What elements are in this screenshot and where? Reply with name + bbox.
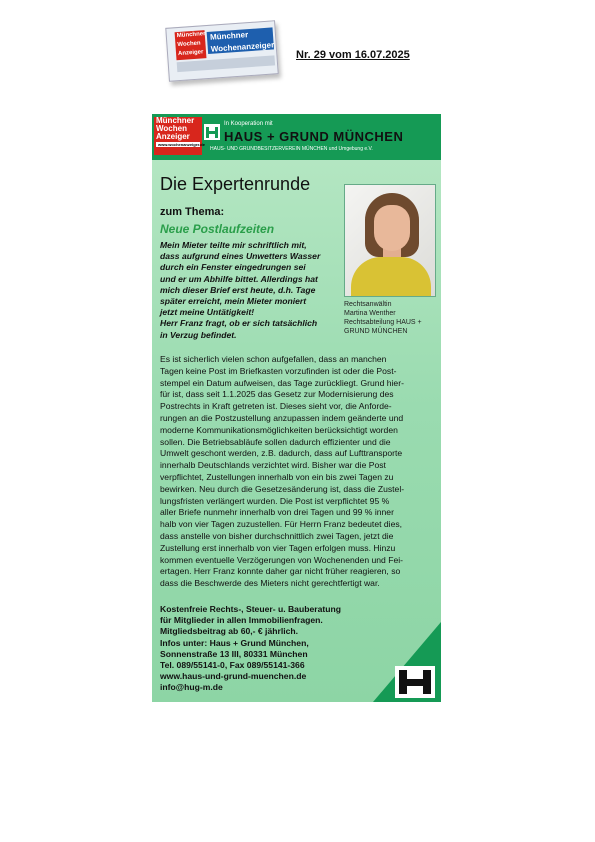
logo-red-block — [175, 30, 207, 60]
lead-line: in Verzug befindet. — [160, 329, 237, 340]
article-panel — [152, 114, 441, 702]
body-paragraph — [160, 354, 436, 590]
mw-logo-line-1: Münchner — [156, 116, 195, 125]
body-line: Es ist sicherlich vielen schon aufgefallen, dass an manchen — [160, 354, 387, 364]
mw-logo-line-3: Anzeiger — [156, 132, 190, 141]
body-line: bewirken. Neu durch die Gesetzesänderung ist, dass die Zustel- — [160, 483, 405, 494]
lead-line: jetzt meine Untätigkeit! — [160, 307, 255, 318]
partner-banner — [152, 114, 441, 160]
body-line: dass die Beschwerde des Mieters nicht gerechtfertigt war. — [160, 578, 380, 589]
contact-line: Sonnenstraße 13 III, 80331 München — [160, 648, 308, 659]
mw-logo-line-2: Wochen — [156, 124, 187, 133]
body-line: innerhalb Deutschlands verzichtet wird. Bisher war die Post — [160, 460, 386, 471]
contact-line: Mitgliedsbeitrag ab 60,- € jährlich. — [160, 626, 299, 637]
lead-line: dass aufgrund eines Unwetters Wasser — [160, 251, 321, 262]
thema-label: zum Thema: — [160, 206, 225, 218]
logo-text-2: Wochen — [177, 40, 201, 49]
contact-line: für Mitglieder in allen Immobilienfragen. — [160, 615, 323, 626]
newspaper-image — [165, 20, 278, 82]
photo-caption — [344, 300, 440, 336]
body-line: dass anstelle von bisher durchschnittlich zwei Tagen, jetzt die — [160, 530, 394, 541]
article-title: Die Expertenrunde — [160, 174, 311, 194]
body-line: stempel ein Datum aufweisen, das Tage zurückliegt. Grund hier- — [160, 377, 404, 388]
lead-line: Herr Franz fragt, ob er sich tatsächlich — [160, 318, 318, 329]
website-link[interactable]: www.haus-und-grund-muenchen.de — [160, 671, 307, 682]
lead-line: Mein Mieter teilte mir schriftlich mit, — [160, 240, 307, 250]
logo-text-3: Anzeiger — [177, 49, 204, 58]
logo-text-1: Münchner — [176, 31, 206, 40]
logo-blue-text-2: Wochenanzeiger — [210, 40, 275, 54]
lead-line: durch ein Fenster eingedrungen sei — [160, 262, 306, 273]
body-line: lungsfristen verlängert wurden. Die Post ist verpflichtet 95 % — [160, 495, 390, 506]
body-line: verpflichtet, Zustellungen innerhalb von ein bis zwei Tagen zu — [160, 471, 394, 482]
mw-logo-url: www.wochenanzeiger.de — [158, 142, 205, 147]
body-line: aller Briefe nunmehr innerhalb von drei Tagen und 99 % inner — [160, 507, 394, 518]
newspaper-logo — [163, 18, 281, 82]
logo-blue-block — [207, 27, 274, 54]
contact-block — [160, 604, 390, 694]
haus-grund-corner-logo — [373, 622, 441, 702]
contact-line: Tel. 089/55141-0, Fax 089/55141-366 — [160, 660, 305, 671]
caption-line: Rechtsabteilung HAUS + — [344, 319, 422, 326]
caption-line: Martina Wenther — [344, 310, 396, 317]
topic-heading: Neue Postlaufzeiten — [160, 222, 275, 236]
body-line: für ist, dass seit 1.1.2025 das Gesetz zur Modernisierung des — [160, 389, 394, 400]
body-line: Tagen keine Post im Briefkasten vorzufinden ist oder die Post- — [160, 365, 397, 376]
logo-blue-text-1: Münchner — [209, 30, 249, 42]
body-line: ertagen. Herr Franz konnte daher gar nicht früher reagieren, so — [160, 566, 401, 577]
contact-line: Kostenfreie Rechts-, Steuer- u. Bauberatung — [160, 604, 341, 614]
lead-line: und er um Abhilfe bittet. Allerdings hat — [160, 273, 318, 284]
body-line: moderne Kommunikationsmöglichkeiten berücksichtigt worden — [160, 424, 398, 435]
lead-paragraph — [160, 240, 344, 341]
body-line: rungen an die Postzustellung anzupassen indem geänderte und — [160, 412, 404, 423]
body-line: sollen. Die Betriebsabläufe sollen dadurch effizienter und die — [160, 436, 391, 447]
issue-number: Nr. 29 vom 16.07.2025 — [296, 49, 410, 61]
lead-line: mich dieser Brief erst heute, d.h. Tage — [160, 284, 316, 295]
body-line: halb von vier Tagen zuzustellen. Für Herrn Franz bedeutet dies, — [160, 519, 403, 530]
contact-line: Infos unter: Haus + Grund München, — [160, 637, 309, 648]
body-line: Umwelt geschont werden, z.B. dadurch, dass auf Lufttransporte — [160, 448, 403, 459]
body-line: kommen eventuelle Verzögerungen von Wochenenden und Fei- — [160, 554, 404, 565]
caption-line: Rechtsanwältin — [344, 301, 392, 308]
email-link[interactable]: info@hug-m.de — [160, 682, 223, 693]
caption-line: GRUND MÜNCHEN — [344, 328, 408, 335]
kooperation-label: In Kooperation mit — [224, 121, 273, 127]
haus-grund-subtitle: HAUS- UND GRUNDBESITZERVEREIN MÜNCHEN und Umgebung e.V. — [210, 146, 373, 152]
mw-logo — [154, 116, 205, 155]
body-line: Postrechts in Kraft getreten ist. Dieses sieht vor, die Anforde- — [160, 401, 392, 412]
author-photo — [344, 184, 436, 297]
haus-grund-icon — [204, 124, 220, 140]
haus-grund-title: HAUS + GRUND MÜNCHEN — [224, 129, 404, 144]
lead-line: später erreicht, mein Mieter moniert — [160, 296, 307, 307]
body-line: Zustellung erst innerhalb von vier Tagen erfolgen muss. Hinzu — [160, 542, 396, 553]
